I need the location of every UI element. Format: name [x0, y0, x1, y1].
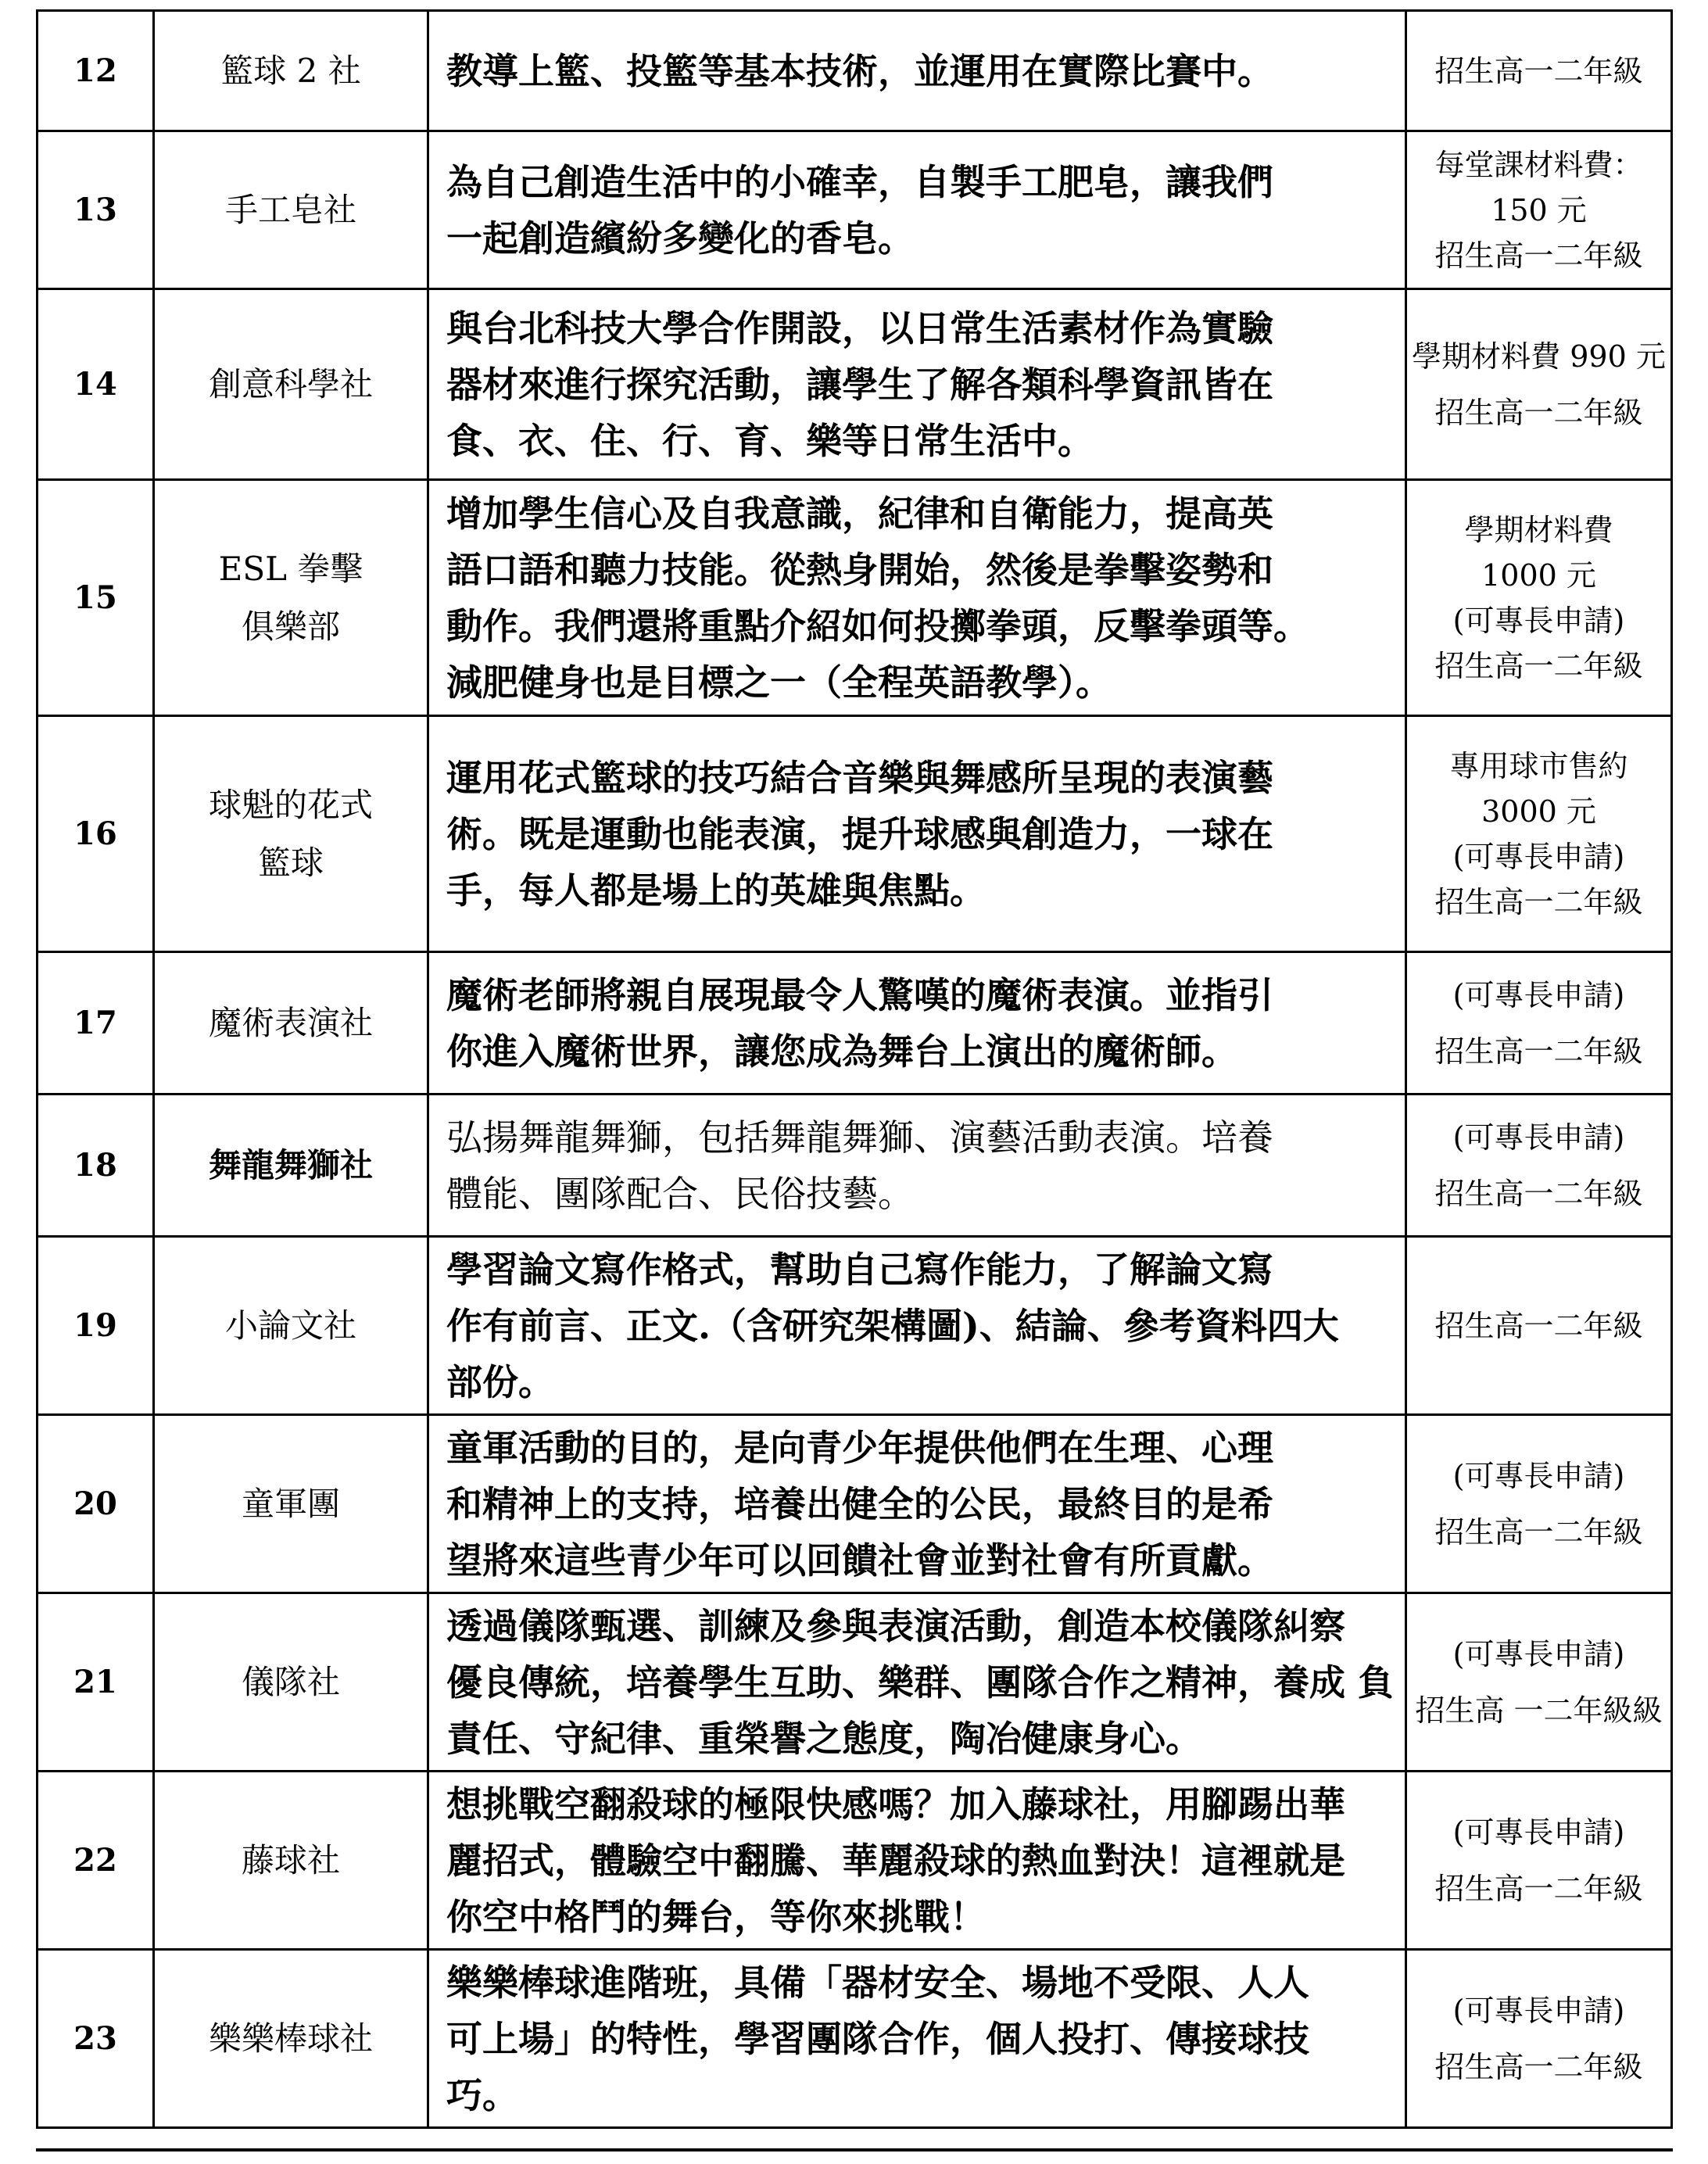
- club-description-line: 透過儀隊甄選、訓練及參與表演活動，創造本校儀隊糾察: [446, 1604, 1345, 1647]
- club-name: [154, 289, 428, 480]
- club-note-line: (可專長申請): [1452, 1815, 1625, 1850]
- club-description-line: 運用花式籃球的技巧結合音樂與舞感所呈現的表演藝: [446, 756, 1273, 799]
- club-note-line: 招生高一二年級: [1434, 1871, 1643, 1906]
- club-description-line: 你空中格鬥的舞台，等你來挑戰！: [446, 1895, 986, 1938]
- club-note: [1406, 1593, 1672, 1772]
- club-name-line: 手工皂社: [224, 190, 356, 229]
- club-description-line: 食、衣、住、行、育、樂等日常生活中。: [446, 419, 1094, 462]
- table-row: [38, 1950, 1672, 2128]
- club-name-line: 樂樂棒球社: [208, 2019, 373, 2058]
- club-name-line: 藤球社: [241, 1840, 340, 1879]
- club-note-line: 招生高一二年級: [1434, 238, 1643, 273]
- club-number: 16: [38, 716, 154, 952]
- club-description-line: 優良傳統，培養學生互助、樂群、團隊合作之精神，養成 負: [446, 1661, 1395, 1704]
- club-description-line: 動作。我們還將重點介紹如何投擲拳頭，反擊拳頭等。: [446, 604, 1309, 647]
- table-row: [38, 480, 1672, 716]
- table-row: [38, 1772, 1672, 1950]
- club-name: [154, 1415, 428, 1593]
- club-description-line: 教導上籃、投籃等基本技術，並運用在實際比賽中。: [446, 49, 1273, 92]
- club-note-line: 招生高一二年級: [1434, 1176, 1643, 1211]
- club-description-line: 增加學生信心及自我意識，紀律和自衛能力，提高英: [446, 492, 1273, 535]
- club-description-line: 樂樂棒球進階班，具備「器材安全、場地不受限、人人: [446, 1961, 1309, 2004]
- club-name: [154, 1593, 428, 1772]
- club-note: [1406, 1095, 1672, 1237]
- club-description: [428, 480, 1406, 716]
- club-note-line: (可專長申請): [1452, 1993, 1625, 2028]
- club-description-line: 麗招式，體驗空中翻騰、華麗殺球的熱血對決！這裡就是: [446, 1839, 1345, 1882]
- club-number: 19: [38, 1237, 154, 1415]
- club-note-line: 招生高一二年級: [1434, 1308, 1643, 1343]
- club-name-line: 小論文社: [224, 1306, 356, 1345]
- club-description: [428, 289, 1406, 480]
- club-note-line: 150 元: [1491, 192, 1587, 228]
- club-description-line: 責任、守紀律、重榮譽之態度，陶冶健康身心。: [446, 1717, 1201, 1760]
- club-note-line: 學期材料費: [1464, 512, 1613, 547]
- club-table-body: [38, 11, 1672, 2128]
- club-name-line: 俱樂部: [241, 607, 340, 646]
- club-note-line: (可專長申請): [1452, 1636, 1625, 1671]
- table-row: [38, 11, 1672, 131]
- club-name: [154, 480, 428, 716]
- club-name-line: ESL 拳擊: [218, 549, 363, 588]
- club-note: [1406, 716, 1672, 952]
- bottom-border: [36, 2148, 1673, 2151]
- club-name: [154, 1950, 428, 2128]
- club-table: [36, 9, 1673, 2129]
- club-number: 17: [38, 952, 154, 1095]
- club-note-line: 學期材料費 990 元: [1412, 339, 1666, 374]
- club-description-line: 體能、團隊配合、民俗技藝。: [446, 1172, 914, 1215]
- club-note-line: (可專長申請): [1452, 839, 1625, 874]
- club-description-line: 減肥健身也是目標之一（全程英語教學）。: [446, 661, 1112, 704]
- club-name: [154, 1772, 428, 1950]
- club-description-line: 魔術老師將親自展現最令人驚嘆的魔術表演。並指引: [446, 973, 1273, 1016]
- club-note-line: (可專長申請): [1452, 1120, 1625, 1155]
- club-number: 22: [38, 1772, 154, 1950]
- club-note-line: 招生高一二年級: [1434, 1034, 1643, 1069]
- club-number: 20: [38, 1415, 154, 1593]
- club-description-line: 為自己創造生活中的小確幸，自製手工肥皂，讓我們: [446, 160, 1273, 203]
- table-row: [38, 716, 1672, 952]
- club-note-line: 招生高一二年級: [1434, 884, 1643, 919]
- club-note-line: 招生高一二年級: [1434, 395, 1643, 430]
- club-note-line: (可專長申請): [1452, 1458, 1625, 1493]
- club-note: [1406, 131, 1672, 289]
- club-note: [1406, 1772, 1672, 1950]
- club-name: [154, 952, 428, 1095]
- table-row: [38, 1237, 1672, 1415]
- club-description-line: 術。既是運動也能表演，提升球感與創造力，一球在: [446, 812, 1273, 855]
- club-note-line: 3000 元: [1481, 794, 1596, 829]
- club-name-line: 球魁的花式: [208, 785, 373, 824]
- club-note-line: 招生高一二年級: [1434, 53, 1643, 88]
- club-name-line: 籃球 2 社: [220, 51, 361, 90]
- club-description: [428, 1095, 1406, 1237]
- table-row: [38, 1593, 1672, 1772]
- club-description-line: 童軍活動的目的，是向青少年提供他們在生理、心理: [446, 1426, 1273, 1469]
- club-number: 23: [38, 1950, 154, 2128]
- club-note: [1406, 1237, 1672, 1415]
- club-note: [1406, 480, 1672, 716]
- club-note: [1406, 1950, 1672, 2128]
- club-description: [428, 1772, 1406, 1950]
- club-description: [428, 1950, 1406, 2128]
- club-description-line: 可上場」的特性，學習團隊合作，個人投打、傳接球技: [446, 2017, 1309, 2060]
- club-name: [154, 11, 428, 131]
- club-note-line: (可專長申請): [1452, 603, 1625, 638]
- club-description-line: 一起創造繽紛多變化的香皂。: [446, 217, 914, 260]
- club-note-line: 招生高 一二年級級: [1415, 1693, 1663, 1728]
- club-note: [1406, 11, 1672, 131]
- club-note-line: 招生高一二年級: [1434, 648, 1643, 683]
- club-name: [154, 1095, 428, 1237]
- table-row: [38, 952, 1672, 1095]
- club-description-line: 作有前言、正文.（含研究架構圖)、結論、參考資料四大: [446, 1304, 1339, 1347]
- club-note-line: 招生高一二年級: [1434, 2049, 1643, 2084]
- club-number: 14: [38, 289, 154, 480]
- club-description-line: 和精神上的支持，培養出健全的公民，最終目的是希: [446, 1482, 1273, 1525]
- table-row: [38, 1095, 1672, 1237]
- club-description-line: 與台北科技大學合作開設，以日常生活素材作為實驗: [446, 306, 1273, 349]
- club-description: [428, 952, 1406, 1095]
- club-name-line: 舞龍舞獅社: [208, 1145, 373, 1184]
- club-description-line: 巧。: [446, 2073, 518, 2116]
- club-name-line: 儀隊社: [241, 1662, 340, 1701]
- table-row: [38, 131, 1672, 289]
- club-name-line: 籃球: [257, 843, 324, 882]
- club-note: [1406, 952, 1672, 1095]
- club-description-line: 想挑戰空翻殺球的極限快感嗎？加入藤球社，用腳踢出華: [446, 1782, 1345, 1825]
- club-note: [1406, 289, 1672, 480]
- club-note-line: 1000 元: [1481, 557, 1596, 593]
- table-row: [38, 289, 1672, 480]
- club-name: [154, 716, 428, 952]
- club-description-line: 弘揚舞龍舞獅，包括舞龍舞獅、演藝活動表演。培養: [446, 1116, 1273, 1159]
- club-number: 21: [38, 1593, 154, 1772]
- club-number: 15: [38, 480, 154, 716]
- club-description-line: 器材來進行探究活動，讓學生了解各類科學資訊皆在: [446, 363, 1273, 406]
- club-number: 13: [38, 131, 154, 289]
- club-description: [428, 11, 1406, 131]
- club-description: [428, 1593, 1406, 1772]
- table-row: [38, 1415, 1672, 1593]
- club-description-line: 你進入魔術世界，讓您成為舞台上演出的魔術師。: [446, 1030, 1237, 1073]
- club-name: [154, 131, 428, 289]
- club-number: 18: [38, 1095, 154, 1237]
- club-name-line: 魔術表演社: [208, 1003, 373, 1042]
- club-note-line: 招生高一二年級: [1434, 1514, 1643, 1550]
- club-description-line: 手，每人都是場上的英雄與焦點。: [446, 869, 986, 912]
- club-description: [428, 716, 1406, 952]
- club-description-line: 望將來這些青少年可以回饋社會並對社會有所貢獻。: [446, 1539, 1273, 1582]
- club-number: 12: [38, 11, 154, 131]
- club-description-line: 部份。: [446, 1360, 554, 1403]
- club-name: [154, 1237, 428, 1415]
- club-note-line: 專用球市售約: [1449, 748, 1628, 783]
- club-note-line: (可專長申請): [1452, 977, 1625, 1012]
- club-description: [428, 1237, 1406, 1415]
- club-description-line: 語口語和聽力技能。從熱身開始，然後是拳擊姿勢和: [446, 548, 1273, 591]
- club-name-line: 童軍團: [241, 1484, 340, 1523]
- club-name-line: 創意科學社: [208, 364, 373, 403]
- club-description: [428, 1415, 1406, 1593]
- club-description-line: 學習論文寫作格式，幫助自己寫作能力，了解論文寫: [446, 1248, 1273, 1291]
- club-description: [428, 131, 1406, 289]
- club-note-line: 每堂課材料費：: [1434, 147, 1643, 182]
- club-note: [1406, 1415, 1672, 1593]
